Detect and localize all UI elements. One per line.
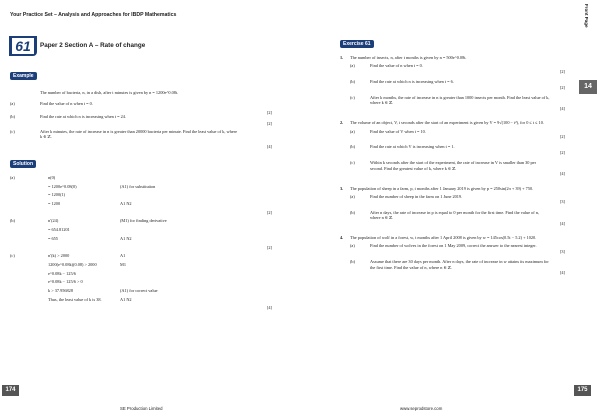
part-marks: [3]	[559, 199, 565, 205]
solution-line	[10, 279, 272, 288]
exercise-body	[340, 55, 565, 284]
part-label: (a)	[350, 243, 355, 249]
example-question	[10, 114, 272, 125]
solution-line	[10, 218, 272, 227]
solution-line	[10, 253, 272, 262]
part-marks: [4]	[559, 171, 565, 177]
exercise-problem	[340, 186, 565, 231]
part-label: (b)	[350, 259, 356, 265]
part-marks: [4]	[559, 220, 565, 226]
problem-part	[340, 259, 565, 280]
part-label: (b)	[350, 209, 356, 215]
part-label: (c)	[350, 95, 355, 101]
part-text: After n days, the rate of increase in p is equal to 0 per month for the first time. Find the value of n, where n ∈ ℤ.	[370, 209, 539, 221]
problem-stem	[340, 55, 565, 60]
part-text: Within k seconds after the start of the experiment, the rate of increase in V is smaller than 30 per second. Find the greatest value of k, where k ∈ ℤ.	[370, 160, 536, 171]
solution-line	[10, 236, 272, 245]
part-text: Assume that there are 30 days per month. After n days, the rate of increase in w attains its maximum for the first time. Find the value of n, where n ∈ ℤ.	[370, 259, 549, 270]
question-label: (b)	[10, 114, 16, 119]
exercise-problem	[340, 120, 565, 181]
part-text: Find the number of sheep in the farm on 1 June 2019.	[370, 193, 463, 199]
example-question	[10, 125, 272, 151]
part-text: Find the rate at which n is increasing when t = 6.	[370, 79, 454, 85]
section-badge	[9, 36, 37, 56]
solution-body	[10, 175, 272, 314]
problem-part	[340, 160, 565, 181]
problem-part	[340, 129, 565, 145]
part-marks: [2]	[559, 68, 565, 74]
solution-line	[10, 192, 272, 201]
part-label: (a)	[350, 128, 355, 134]
page-number-left: 174	[2, 385, 19, 396]
example-questions	[10, 101, 272, 151]
question-text: Find the value of n when t = 0.	[40, 101, 93, 106]
solution-line	[10, 245, 272, 254]
solution-expression: = 655	[48, 235, 58, 241]
solution-note: A1 N2	[120, 201, 132, 207]
solution-expression: n′(k) > 2000	[48, 253, 70, 259]
running-header: Your Practice Set – Analysis and Approaches for IBDP Mathematics	[10, 12, 177, 18]
solution-marks: [2]	[266, 244, 272, 250]
problem-part	[340, 243, 565, 259]
part-marks: [3]	[559, 248, 565, 254]
problem-part	[340, 194, 565, 210]
question-marks: [4]	[266, 144, 272, 149]
solution-line	[10, 288, 272, 297]
solution-label: Solution	[10, 160, 36, 168]
problem-number: 2.	[340, 120, 344, 126]
part-marks: [4]	[559, 105, 565, 111]
part-label: (a)	[350, 193, 355, 199]
part-text: Find the value of n when t = 0.	[370, 63, 423, 69]
solution-line	[10, 227, 272, 236]
solution-expression: = 1200	[48, 201, 61, 207]
problem-number: 1.	[340, 55, 344, 60]
solution-marks: [2]	[266, 209, 272, 215]
solution-part-label: (b)	[10, 218, 16, 224]
question-marks: [2]	[266, 110, 272, 115]
side-tab	[575, 4, 595, 44]
example-intro: The number of bacteria, n, in a dish, after t minutes is given by n = 1200e^0.08t.	[40, 90, 179, 95]
solution-expression: e^0.08k − 125/6 > 0	[48, 279, 83, 285]
part-text: Find the number of wolves in the forest on 1 May 2009, correct the answer to the nearest integer.	[370, 243, 537, 249]
solution-note: A1 N2	[120, 296, 132, 302]
problem-stem	[340, 186, 565, 191]
solution-part-label: (c)	[10, 253, 15, 259]
problem-intro: The volume of an object, V, t seconds after the start of an experiment is given by V = 9√(100 − t²), for 0 ≤ t ≤ 10.	[350, 120, 544, 126]
problem-intro: The population of wolf in a forest, w, t months after 1 April 2008 is given by w = 145cos(0.5t − 5.2) + 1020.	[350, 234, 537, 240]
part-marks: [2]	[559, 134, 565, 140]
problem-stem	[340, 120, 565, 125]
solution-note: M1	[120, 261, 126, 267]
question-label: (c)	[10, 129, 15, 134]
problem-part	[340, 144, 565, 160]
solution-expression: = 1200(1)	[48, 192, 66, 198]
solution-line	[10, 262, 272, 271]
page-number-right: 175	[574, 385, 591, 396]
example-label: Example	[10, 72, 37, 80]
solution-expression: = 654.81201	[48, 227, 70, 233]
solution-expression: = 1200e^0.08(0)	[48, 183, 77, 189]
exercise-label: Exercise 61	[340, 40, 374, 48]
solution-expression: e^0.08k − 125/6	[48, 270, 76, 276]
solution-expression: n(0)	[48, 175, 56, 180]
solution-note: A1	[120, 253, 126, 259]
solution-line	[10, 271, 272, 280]
example-question	[10, 101, 272, 114]
problem-stem	[340, 235, 565, 240]
solution-line	[10, 201, 272, 210]
side-tab-label: Front Page	[584, 4, 589, 28]
solution-line	[10, 297, 272, 306]
part-marks: [2]	[559, 149, 565, 155]
part-marks: [2]	[559, 84, 565, 90]
solution-expression: n′(24)	[48, 218, 59, 224]
solution-note: (A1) for correct value	[120, 287, 158, 293]
problem-part	[340, 63, 565, 79]
footer-website: www.seprodstore.com	[400, 406, 443, 411]
solution-line	[10, 305, 272, 314]
problem-part	[340, 79, 565, 95]
part-text: Find the rate at which V is increasing when t = 1.	[370, 144, 455, 150]
solution-marks: [4]	[266, 305, 272, 311]
problem-number: 3.	[340, 185, 344, 191]
solution-note: (A1) for substitution	[120, 183, 156, 189]
part-label: (a)	[350, 63, 355, 69]
problem-number: 4.	[340, 234, 344, 240]
chapter-number: 14	[579, 80, 597, 94]
solution-line	[10, 210, 272, 219]
part-label: (b)	[350, 79, 356, 85]
problem-intro: The number of insects, n, after t months is given by n = 500e^0.08t.	[350, 55, 467, 60]
solution-line	[10, 184, 272, 193]
footer-publisher: SE Production Limited	[120, 406, 163, 411]
problem-part	[340, 210, 565, 231]
part-label: (c)	[350, 160, 355, 166]
section-title: Paper 2 Section A – Rate of change	[40, 42, 146, 49]
exercise-problem	[340, 55, 565, 116]
solution-line	[10, 175, 272, 184]
part-label: (b)	[350, 144, 356, 150]
problem-part	[340, 95, 565, 116]
problem-intro: The population of sheep in a farm, p, t months after 1 January 2019 is given by p = 250sin(2π + 39) + 750.	[350, 185, 534, 191]
solution-note: A1 N2	[120, 235, 132, 241]
part-text: Find the value of V when t = 10.	[370, 128, 426, 134]
question-text: Find the rate at which n is increasing when t = 24.	[40, 114, 126, 119]
solution-expression: 1200(e^0.08k)(0.08) > 2000	[48, 261, 97, 267]
question-marks: [2]	[266, 121, 272, 126]
exercise-problem	[340, 235, 565, 280]
solution-part-label: (a)	[10, 175, 15, 180]
section-number: 61	[12, 38, 34, 54]
part-text: After k months, the rate of increase in n is greater than 1000 insects per month. Find the least value of k, where k ∈ ℤ.	[370, 95, 550, 106]
solution-expression: k > 37.956828	[48, 287, 73, 293]
solution-expression: Thus, the least value of k is 38.	[48, 296, 102, 302]
solution-note: (M1) for finding derivative	[120, 218, 167, 224]
part-marks: [4]	[559, 269, 565, 275]
question-text: After k minutes, the rate of increase in n is greater than 20000 bacteria per minute. Find the least value of k, where k ∈ ℤ.	[40, 129, 237, 140]
question-label: (a)	[10, 101, 15, 106]
